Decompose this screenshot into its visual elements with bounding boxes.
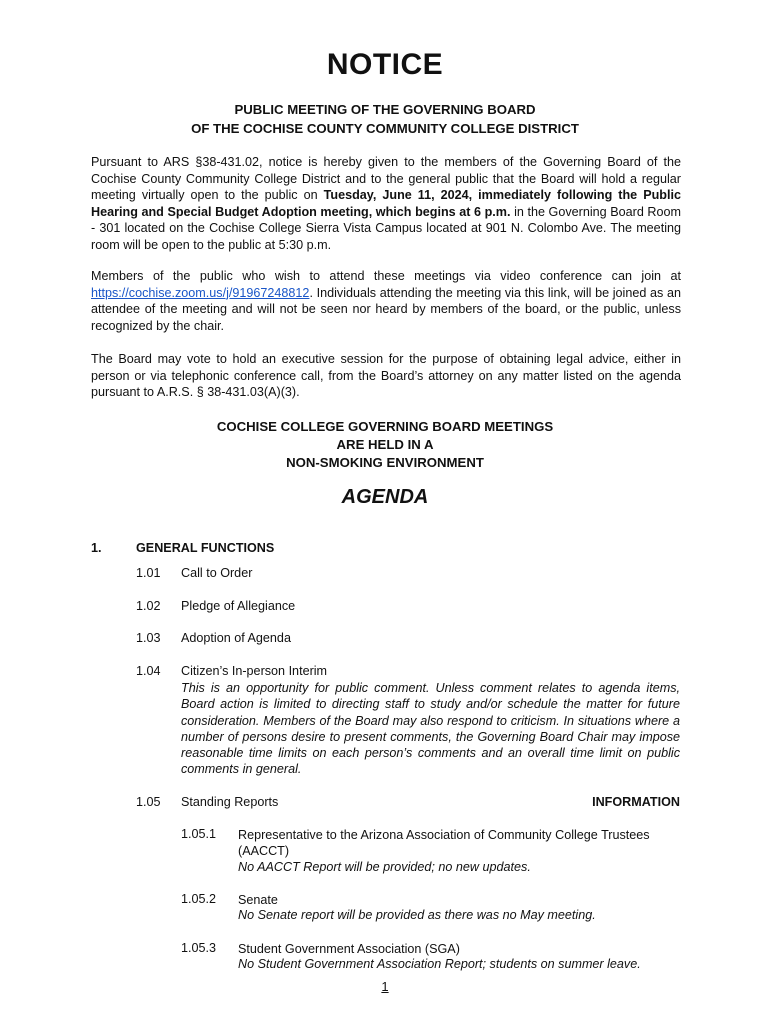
- subitem-number: 1.05.2: [181, 892, 217, 906]
- agenda-item-number: 1.01: [136, 566, 161, 580]
- intro-bold-date: Tuesday, June 11, 2024, immediately following the Public Hearing and Special Budget Adoption meeting, which begins at 6 p.m.: [91, 188, 681, 219]
- notice-line-2: ARE HELD IN A: [336, 437, 434, 452]
- subitem-number: 1.05.1: [181, 827, 217, 841]
- intro-text-before: Pursuant to ARS §38-431.02, notice is hereby given to the members of the Governing Board of the Cochise County Community College District and to the general public that the Board will hold a regular meeting virtually open to the public on: [91, 155, 681, 203]
- agenda-item-label: Citizen’s In-person Interim: [181, 664, 328, 678]
- subitem-label: Student Government Association (SGA): [238, 942, 460, 956]
- page-number: 1: [381, 979, 389, 994]
- page-title: NOTICE: [326, 48, 444, 81]
- subitem-label: Representative to the Arizona Association of Community College Trustees (AACCT): [238, 828, 650, 859]
- notice-line-1: COCHISE COLLEGE GOVERNING BOARD MEETINGS: [216, 419, 554, 434]
- subtitle-line-1: PUBLIC MEETING OF THE GOVERNING BOARD: [234, 102, 536, 117]
- intro-text-after: in the Governing Board Room - 301 located on the Cochise College Sierra Vista Campus located at 901 N. Colombo Ave. The meeting room will be open to the public at 5:30 p.m.: [91, 204, 681, 252]
- agenda-item-number: 1.05: [136, 795, 161, 809]
- agenda-item-label: Pledge of Allegiance: [181, 599, 296, 613]
- agenda-item-number: 1.03: [136, 631, 161, 645]
- subitem-note: No Senate report will be provided as there was no May meeting.: [238, 908, 596, 922]
- public-comment-note: This is an opportunity for public comment. Unless comment relates to agenda items, Board action is limited to directing staff to study and/or schedule the matter for future consideration. Members of the Board may also respond to criticism. In situations where a number of persons desire to present comments, the Governing Board Chair may impose reasonable time limits on each person’s comments and an overall time limit on public comments in general.: [181, 681, 680, 777]
- section-number: 1.: [91, 541, 102, 555]
- intro-paragraph: [91, 154, 681, 254]
- executive-paragraph: The Board may vote to hold an executive session for the purpose of obtaining legal advice, either in person or via telephonic conference call, from the Board’s attorney on any matter listed on the agenda pursuant to A.R.S. § 38-431.03(A)(3).: [91, 352, 681, 400]
- agenda-item-number: 1.04: [136, 664, 161, 678]
- subitem-note: No Student Government Association Report; students on summer leave.: [238, 957, 641, 971]
- page-subtitle: [0, 100, 770, 138]
- agenda-item-number: 1.02: [136, 599, 161, 613]
- zoom-link[interactable]: https://cochise.zoom.us/j/91967248812: [91, 285, 310, 300]
- section-title: GENERAL FUNCTIONS: [136, 541, 275, 555]
- subitem-label: Senate: [238, 893, 278, 907]
- agenda-item-label: Adoption of Agenda: [181, 631, 291, 645]
- agenda-item-label: Standing Reports: [181, 795, 279, 809]
- non-smoking-notice: [0, 418, 770, 472]
- subitem-note: No AACCT Report will be provided; no new updates.: [238, 860, 531, 874]
- subtitle-line-2: OF THE COCHISE COUNTY COMMUNITY COLLEGE DISTRICT: [191, 121, 579, 136]
- notice-line-3: NON-SMOKING ENVIRONMENT: [286, 455, 484, 470]
- information-tag: INFORMATION: [592, 795, 680, 809]
- video-paragraph: [91, 268, 681, 334]
- agenda-item-label: Call to Order: [181, 566, 253, 580]
- video-text-after: . Individuals attending the meeting via this link, will be joined as an attendee of the meeting and will not be seen nor heard by members of the board, or the public, unless recognized by the chair.: [91, 285, 681, 333]
- video-text-before: Members of the public who wish to attend these meetings via video conference can join at: [91, 269, 681, 283]
- agenda-heading: AGENDA: [341, 486, 429, 508]
- subitem-number: 1.05.3: [181, 941, 217, 955]
